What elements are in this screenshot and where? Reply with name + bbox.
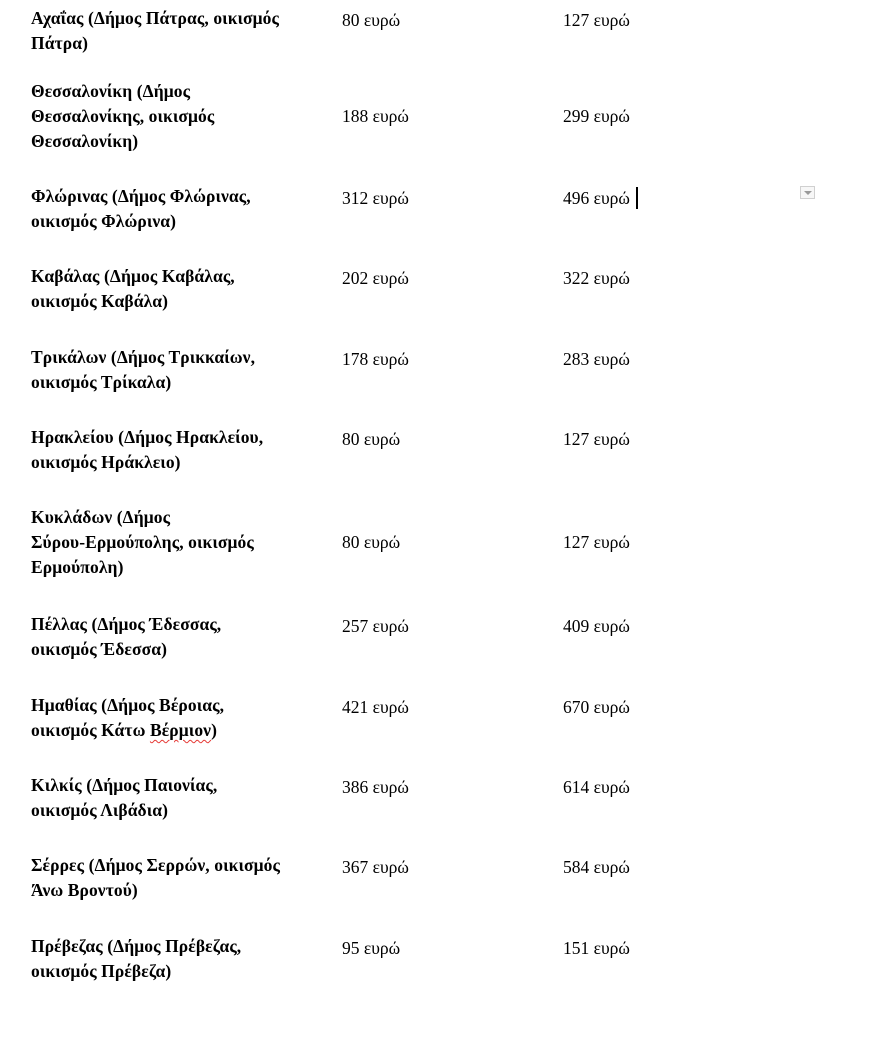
text-cursor bbox=[636, 187, 638, 209]
amount-text: 322 ευρώ bbox=[563, 268, 630, 288]
region-line: Θεσσαλονίκης, οικισμός bbox=[31, 106, 215, 126]
dropdown-arrow-icon[interactable] bbox=[800, 186, 815, 199]
region-line: Κυκλάδων (Δήμος bbox=[31, 507, 171, 527]
amount-cell-a: 312 ευρώ bbox=[342, 188, 409, 208]
region-line: Θεσσαλονίκη) bbox=[31, 131, 139, 151]
amount-cell-b bbox=[563, 8, 630, 33]
region-cell bbox=[31, 853, 341, 903]
region-line: οικισμός Λιβάδια) bbox=[31, 800, 169, 820]
amount-cell-b bbox=[563, 266, 630, 291]
amount-text: 151 ευρώ bbox=[563, 938, 630, 958]
amount-cell-b bbox=[563, 104, 630, 129]
region-line: Ερμούπολη) bbox=[31, 557, 124, 577]
region-line: οικισμός Κάτω Βέρμιον) bbox=[31, 720, 218, 740]
region-line: οικισμός Ηράκλειο) bbox=[31, 452, 181, 472]
region-line: οικισμός Καβάλα) bbox=[31, 291, 169, 311]
region-line: Πάτρα) bbox=[31, 33, 89, 53]
amount-cell-b bbox=[563, 855, 630, 880]
region-line: Ημαθίας (Δήμος Βέροιας, bbox=[31, 695, 225, 715]
region-line: Καβάλας (Δήμος Καβάλας, bbox=[31, 266, 235, 286]
region-line: Φλώρινας (Δήμος Φλώρινας, bbox=[31, 186, 251, 206]
region-cell bbox=[31, 425, 341, 475]
amount-cell-a: 80 ευρώ bbox=[342, 10, 401, 30]
amount-text: 409 ευρώ bbox=[563, 616, 630, 636]
amount-cell-a: 95 ευρώ bbox=[342, 938, 401, 958]
amount-text: 584 ευρώ bbox=[563, 857, 630, 877]
amount-cell-a: 178 ευρώ bbox=[342, 349, 409, 369]
amount-text: 496 ευρώ bbox=[563, 188, 630, 208]
amount-cell-a: 80 ευρώ bbox=[342, 429, 401, 449]
region-cell bbox=[31, 6, 341, 56]
region-line: Άνω Βροντού) bbox=[31, 880, 138, 900]
region-line: οικισμός Πρέβεζα) bbox=[31, 961, 172, 981]
amount-cell-b bbox=[563, 936, 630, 961]
region-cell bbox=[31, 934, 341, 984]
region-cell bbox=[31, 505, 341, 580]
region-line: Πέλλας (Δήμος Έδεσσας, bbox=[31, 614, 222, 634]
amount-cell-b bbox=[563, 695, 630, 720]
region-line: Σέρρες (Δήμος Σερρών, οικισμός bbox=[31, 855, 280, 875]
amount-text: 614 ευρώ bbox=[563, 777, 630, 797]
region-line: Ηρακλείου (Δήμος Ηρακλείου, bbox=[31, 427, 264, 447]
region-line: Πρέβεζας (Δήμος Πρέβεζας, bbox=[31, 936, 242, 956]
region-cell bbox=[31, 693, 341, 743]
amount-cell-b bbox=[563, 614, 630, 639]
region-cell bbox=[31, 345, 341, 395]
region-line: Τρικάλων (Δήμος Τρικκαίων, bbox=[31, 347, 256, 367]
region-cell bbox=[31, 773, 341, 823]
region-line: οικισμός Φλώρινα) bbox=[31, 211, 177, 231]
amount-cell-a: 386 ευρώ bbox=[342, 777, 409, 797]
region-cell bbox=[31, 612, 341, 662]
amount-cell-a: 80 ευρώ bbox=[342, 532, 401, 552]
region-line: Σύρου-Ερμούπολης, οικισμός bbox=[31, 532, 254, 552]
region-cell bbox=[31, 184, 341, 234]
amount-cell-a: 188 ευρώ bbox=[342, 106, 409, 126]
region-line: οικισμός Έδεσσα) bbox=[31, 639, 168, 659]
region-cell bbox=[31, 79, 341, 154]
amount-cell-a: 367 ευρώ bbox=[342, 857, 409, 877]
amount-cell-b bbox=[563, 427, 630, 452]
region-line: οικισμός Τρίκαλα) bbox=[31, 372, 172, 392]
amount-text: 127 ευρώ bbox=[563, 429, 630, 449]
region-cell bbox=[31, 264, 341, 314]
region-line: Κιλκίς (Δήμος Παιονίας, bbox=[31, 775, 218, 795]
amount-text: 670 ευρώ bbox=[563, 697, 630, 717]
region-line: Αχαΐας (Δήμος Πάτρας, οικισμός bbox=[31, 8, 280, 28]
amount-cell-b bbox=[563, 775, 630, 800]
spellcheck-underline: Βέρμιον bbox=[149, 720, 212, 740]
amount-text: 299 ευρώ bbox=[563, 106, 630, 126]
amount-text: 127 ευρώ bbox=[563, 10, 630, 30]
amount-cell-a: 202 ευρώ bbox=[342, 268, 409, 288]
amount-text: 127 ευρώ bbox=[563, 532, 630, 552]
amount-cell-a: 257 ευρώ bbox=[342, 616, 409, 636]
amount-cell-a: 421 ευρώ bbox=[342, 697, 409, 717]
amount-cell-b bbox=[563, 347, 630, 372]
amount-cell-b bbox=[563, 530, 630, 555]
amount-text: 283 ευρώ bbox=[563, 349, 630, 369]
amount-cell-b bbox=[563, 186, 638, 211]
region-line: Θεσσαλονίκη (Δήμος bbox=[31, 81, 191, 101]
